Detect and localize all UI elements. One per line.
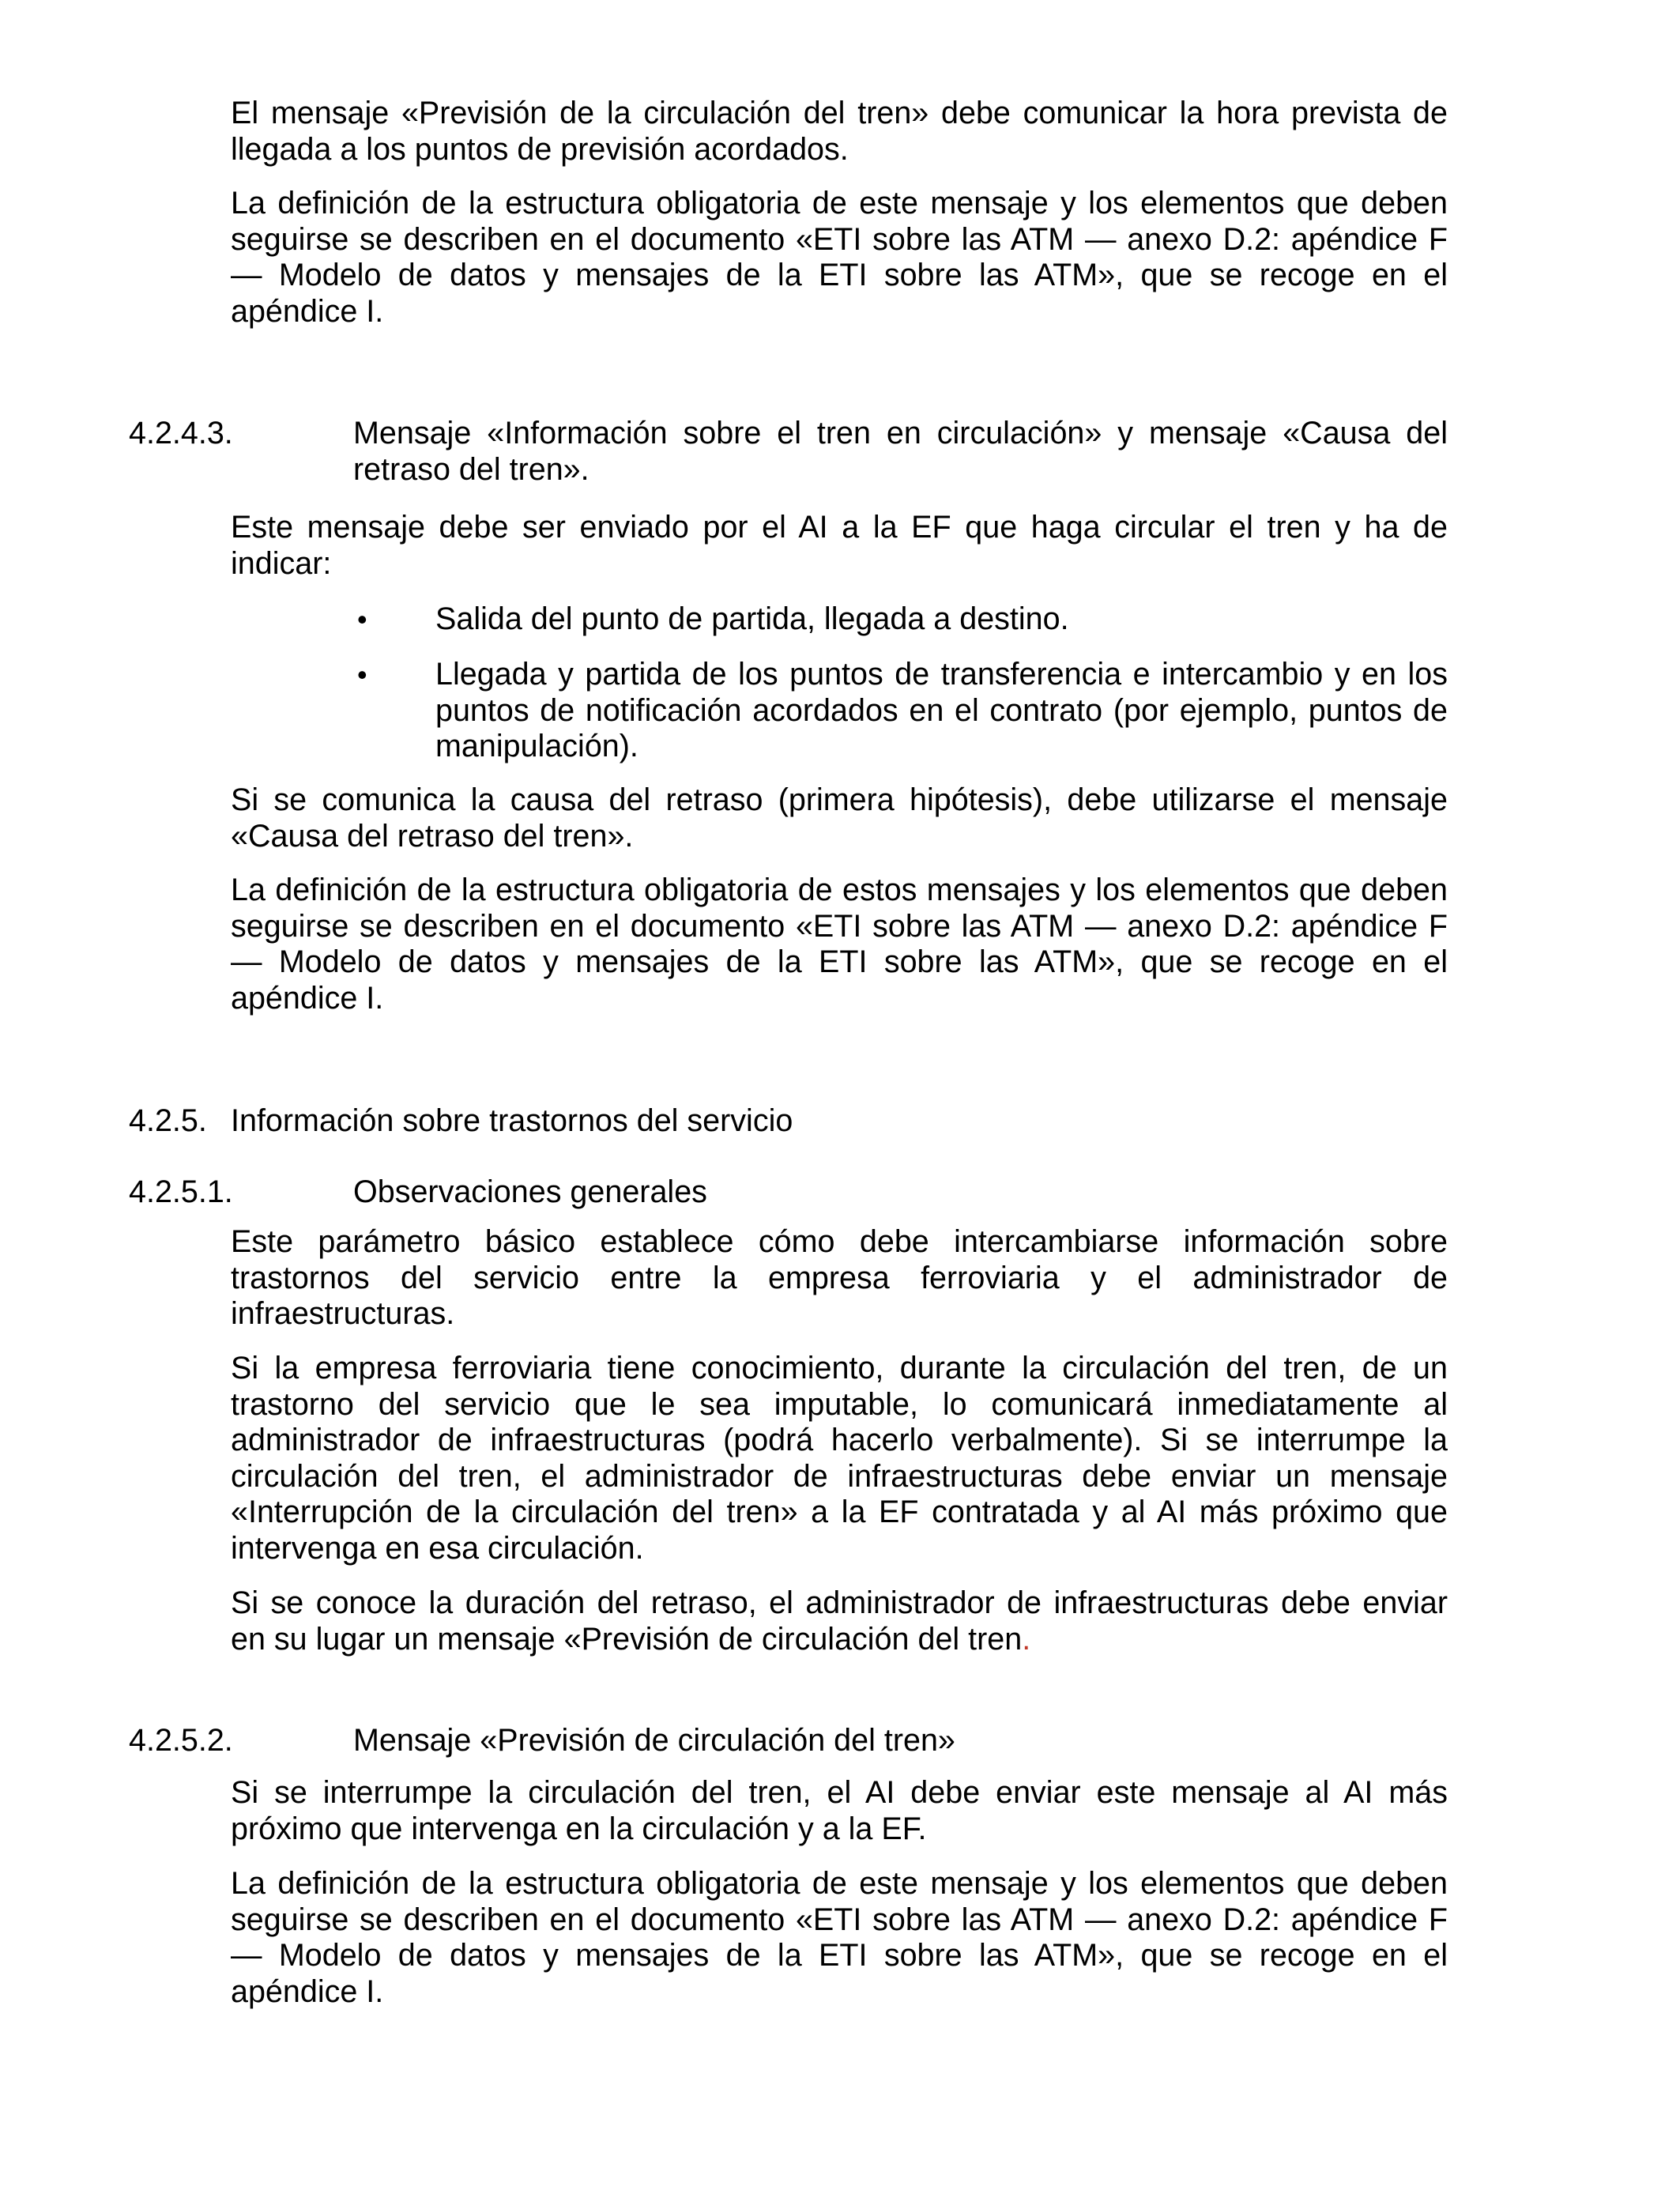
paragraph-prevision-hora xyxy=(231,96,1448,168)
text-line: Mensaje «Información sobre el tren en circulación» y mensaje «Causa del xyxy=(353,416,1448,450)
text-line: Este mensaje debe ser enviado por el AI a la EF que haga circular el tren y ha de xyxy=(231,510,1448,545)
period-mark: . xyxy=(1022,1621,1031,1657)
text-line: — Modelo de datos y mensajes de la ETI sobre las ATM», que se recoge en el xyxy=(231,1938,1448,1973)
text-line: circulación del tren, el administrador de infraestructuras debe enviar un mensaje xyxy=(231,1458,1448,1494)
text-line: apéndice I. xyxy=(231,1973,384,2009)
text-line: infraestructuras. xyxy=(231,1296,455,1331)
section-number-4251: 4.2.5.1. xyxy=(129,1174,233,1209)
text-line: Si se comunica la causa del retraso (primera hipótesis), debe utilizarse el mensaje xyxy=(231,782,1448,817)
text-line: La definición de la estructura obligatoria de este mensaje y los elementos que deben xyxy=(231,1866,1448,1901)
section-title-4252: Mensaje «Previsión de circulación del tren» xyxy=(353,1723,955,1758)
section-number-4252: 4.2.5.2. xyxy=(129,1723,233,1758)
text-line: seguirse se describen en el documento «ETI sobre las ATM — anexo D.2: apéndice F xyxy=(231,1902,1448,1937)
section-number-4243: 4.2.4.3. xyxy=(129,416,233,450)
paragraph-definicion-2 xyxy=(231,873,1448,1016)
text-line: — Modelo de datos y mensajes de la ETI sobre las ATM», que se recoge en el xyxy=(231,944,1448,979)
paragraph-definicion-1 xyxy=(231,186,1448,330)
text-line: próximo que intervenga en la circulación y a la EF. xyxy=(231,1811,927,1846)
text-line: apéndice I. xyxy=(231,980,384,1016)
text-line: indicar: xyxy=(231,545,332,581)
paragraph-duracion-retraso xyxy=(231,1585,1448,1657)
section-number-425: 4.2.5. xyxy=(129,1103,207,1138)
paragraph-empresa-ferroviaria xyxy=(231,1351,1448,1566)
text-fragment: en su lugar un mensaje «Previsión de circulación del tren xyxy=(231,1621,1023,1657)
section-title-4251: Observaciones generales xyxy=(353,1174,707,1209)
bullet-icon: • xyxy=(357,603,367,635)
text-line: seguirse se describen en el documento «ETI sobre las ATM — anexo D.2: apéndice F xyxy=(231,908,1448,944)
text-line: Salida del punto de partida, llegada a destino. xyxy=(435,601,1069,636)
text-line: trastorno del servicio que le sea imputable, lo comunicará inmediatamente al xyxy=(231,1386,1448,1422)
list-item xyxy=(435,657,1448,765)
text-line: Si se conoce la duración del retraso, el administrador de infraestructuras debe enviar xyxy=(231,1585,1448,1620)
paragraph-interrupcion xyxy=(231,1775,1448,1847)
text-line: «Causa del retraso del tren». xyxy=(231,818,634,854)
text-line xyxy=(231,1622,1448,1658)
text-line: administrador de infraestructuras (podrá hacerlo verbalmente). Si se interrumpe la xyxy=(231,1423,1448,1457)
text-line: apéndice I. xyxy=(231,293,384,329)
paragraph-mensaje-enviado xyxy=(231,510,1448,582)
section-title-425: Información sobre trastornos del servicio xyxy=(231,1103,793,1138)
section-title-4243 xyxy=(353,416,1448,488)
text-line: llegada a los puntos de previsión acordados. xyxy=(231,131,849,167)
text-line: trastornos del servicio entre la empresa ferroviaria y el administrador de xyxy=(231,1260,1448,1295)
text-line: Llegada y partida de los puntos de transferencia e intercambio y en los xyxy=(435,657,1448,692)
text-line: Este parámetro básico establece cómo debe intercambiarse información sobre xyxy=(231,1224,1448,1259)
paragraph-causa-retraso xyxy=(231,782,1448,854)
text-line: manipulación). xyxy=(435,729,638,763)
text-line: La definición de la estructura obligatoria de este mensaje y los elementos que deben xyxy=(231,186,1448,221)
text-line: Si la empresa ferroviaria tiene conocimiento, durante la circulación del tren, de un xyxy=(231,1351,1448,1385)
paragraph-definicion-3 xyxy=(231,1866,1448,2010)
text-line: Si se interrumpe la circulación del tren, el AI debe enviar este mensaje al AI más xyxy=(231,1775,1448,1810)
text-line: intervenga en esa circulación. xyxy=(231,1530,644,1566)
text-line: seguirse se describen en el documento «ETI sobre las ATM — anexo D.2: apéndice F xyxy=(231,221,1448,257)
text-line: La definición de la estructura obligatoria de estos mensajes y los elementos que deben xyxy=(231,873,1448,907)
paragraph-parametro-basico xyxy=(231,1224,1448,1333)
text-line: El mensaje «Previsión de la circulación del tren» debe comunicar la hora prevista de xyxy=(231,96,1448,130)
text-line: puntos de notificación acordados en el contrato (por ejemplo, puntos de xyxy=(435,692,1448,728)
text-line: — Modelo de datos y mensajes de la ETI sobre las ATM», que se recoge en el xyxy=(231,258,1448,292)
bullet-icon: • xyxy=(357,658,367,691)
text-line: «Interrupción de la circulación del tren» a la EF contratada y al AI más próximo que xyxy=(231,1495,1448,1529)
text-line: retraso del tren». xyxy=(353,451,590,487)
list-item xyxy=(435,601,1448,638)
